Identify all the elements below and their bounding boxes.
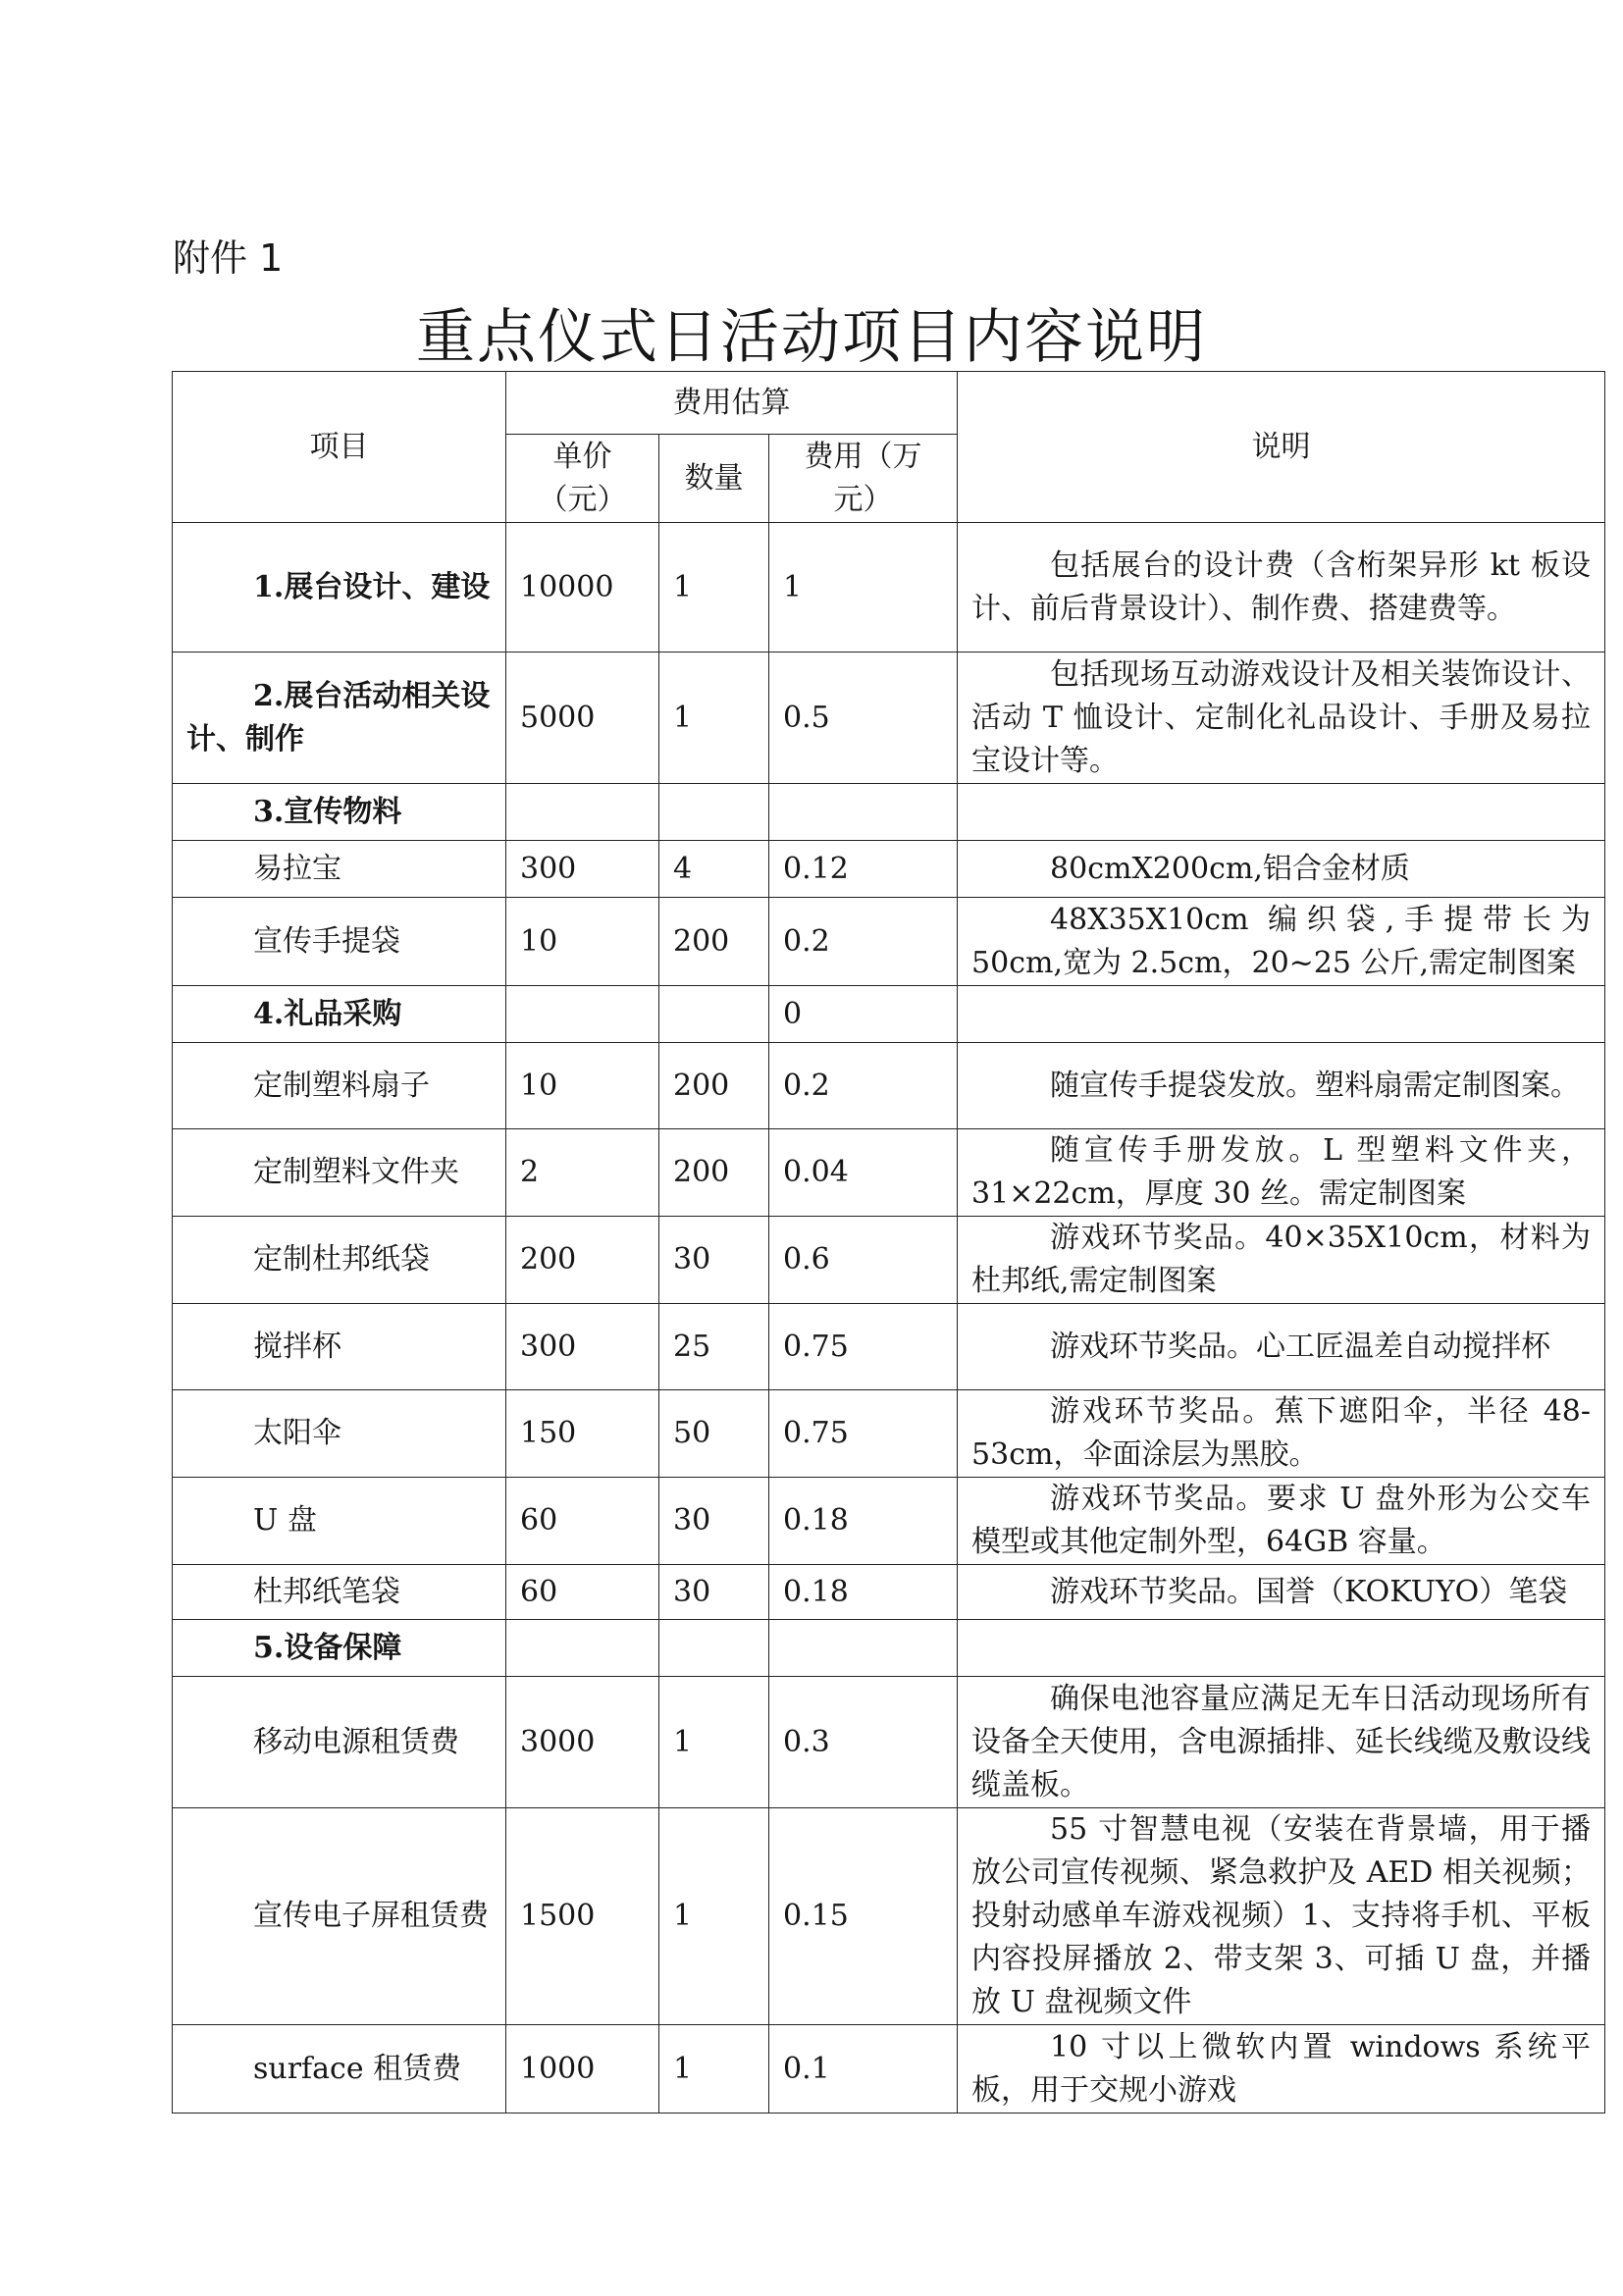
row-price: 300	[506, 841, 659, 898]
row-price: 150	[506, 1390, 659, 1478]
row-qty: 30	[659, 1217, 769, 1304]
row-item: 宣传手提袋	[173, 898, 506, 986]
row-cost: 0.5	[769, 652, 958, 784]
row-qty: 50	[659, 1390, 769, 1478]
row-desc	[958, 1620, 1605, 1677]
attachment-label: 附件 1	[173, 236, 284, 280]
row-qty	[659, 1620, 769, 1677]
row-item: 定制塑料扇子	[173, 1043, 506, 1129]
header-item: 项目	[173, 372, 506, 523]
row-desc: 10 寸以上微软内置 windows 系统平板，用于交规小游戏	[958, 2025, 1605, 2113]
row-desc: 游戏环节奖品。国誉（KOKUYO）笔袋	[958, 1565, 1605, 1620]
row-qty: 200	[659, 898, 769, 986]
row-item: 移动电源租赁费	[173, 1677, 506, 1808]
row-price	[506, 784, 659, 841]
row-item: 1.展台设计、建设	[173, 523, 506, 652]
row-cost: 0.3	[769, 1677, 958, 1808]
row-cost: 1	[769, 523, 958, 652]
row-item: 5.设备保障	[173, 1620, 506, 1677]
row-qty: 1	[659, 652, 769, 784]
table-row	[173, 1390, 1605, 1478]
row-item: 3.宣传物料	[173, 784, 506, 841]
row-item: 2.展台活动相关设计、制作	[173, 652, 506, 784]
row-cost: 0	[769, 986, 958, 1043]
cost-table	[172, 371, 1605, 2113]
row-qty: 1	[659, 1808, 769, 2025]
table-row	[173, 1565, 1605, 1620]
document-title: 重点仪式日活动项目内容说明	[416, 303, 1207, 372]
row-desc: 80cmX200cm,铝合金材质	[958, 841, 1605, 898]
table-row	[173, 1620, 1605, 1677]
header-quantity: 数量	[659, 435, 769, 523]
row-desc: 55 寸智慧电视（安装在背景墙，用于播放公司宣传视频、紧急救护及 AED 相关视频；投射动感单车游戏视频）1、支持将手机、平板内容投屏播放 2、带支架 3、可插 U 盘，并播放 U 盘视频文件	[958, 1808, 1605, 2025]
row-desc	[958, 986, 1605, 1043]
row-price	[506, 1620, 659, 1677]
header-cost: 费用（万元）	[769, 435, 958, 523]
row-price	[506, 986, 659, 1043]
table-row	[173, 1808, 1605, 2025]
row-price: 2	[506, 1129, 659, 1217]
row-desc: 确保电池容量应满足无车日活动现场所有设备全天使用，含电源插排、延长线缆及敷设线缆盖板。	[958, 1677, 1605, 1808]
row-desc: 游戏环节奖品。心工匠温差自动搅拌杯	[958, 1304, 1605, 1390]
row-cost: 0.15	[769, 1808, 958, 2025]
row-cost: 0.2	[769, 1043, 958, 1129]
row-item: surface 租赁费	[173, 2025, 506, 2113]
row-qty: 30	[659, 1565, 769, 1620]
row-desc: 游戏环节奖品。要求 U 盘外形为公交车模型或其他定制外型，64GB 容量。	[958, 1478, 1605, 1565]
row-price: 60	[506, 1565, 659, 1620]
row-desc: 包括展台的设计费（含桁架异形 kt 板设计、前后背景设计）、制作费、搭建费等。	[958, 523, 1605, 652]
table-row	[173, 523, 1605, 652]
row-item: 太阳伞	[173, 1390, 506, 1478]
row-price: 10000	[506, 523, 659, 652]
table-row	[173, 1677, 1605, 1808]
row-item: 易拉宝	[173, 841, 506, 898]
row-desc: 游戏环节奖品。40×35X10cm，材料为杜邦纸,需定制图案	[958, 1217, 1605, 1304]
table-row	[173, 1129, 1605, 1217]
row-item: 4.礼品采购	[173, 986, 506, 1043]
table-row	[173, 652, 1605, 784]
row-price: 60	[506, 1478, 659, 1565]
table-row	[173, 841, 1605, 898]
table-row	[173, 784, 1605, 841]
row-cost: 0.12	[769, 841, 958, 898]
row-item: 定制塑料文件夹	[173, 1129, 506, 1217]
row-item: 定制杜邦纸袋	[173, 1217, 506, 1304]
table-row	[173, 898, 1605, 986]
row-price: 10	[506, 1043, 659, 1129]
row-price: 200	[506, 1217, 659, 1304]
row-cost: 0.18	[769, 1565, 958, 1620]
row-cost: 0.2	[769, 898, 958, 986]
table-row	[173, 1043, 1605, 1129]
header-description: 说明	[958, 372, 1605, 523]
row-cost: 0.04	[769, 1129, 958, 1217]
row-qty: 30	[659, 1478, 769, 1565]
row-price: 10	[506, 898, 659, 986]
row-qty: 4	[659, 841, 769, 898]
row-price: 3000	[506, 1677, 659, 1808]
row-qty: 1	[659, 2025, 769, 2113]
row-cost: 0.75	[769, 1304, 958, 1390]
table-row	[173, 1304, 1605, 1390]
row-item: U 盘	[173, 1478, 506, 1565]
row-desc	[958, 784, 1605, 841]
table-row	[173, 2025, 1605, 2113]
row-price: 1500	[506, 1808, 659, 2025]
row-item: 宣传电子屏租赁费	[173, 1808, 506, 2025]
row-qty: 200	[659, 1129, 769, 1217]
row-desc: 包括现场互动游戏设计及相关装饰设计、活动 T 恤设计、定制化礼品设计、手册及易拉宝设计等。	[958, 652, 1605, 784]
row-cost	[769, 784, 958, 841]
table-row	[173, 986, 1605, 1043]
row-cost: 0.18	[769, 1478, 958, 1565]
row-price: 1000	[506, 2025, 659, 2113]
row-qty: 200	[659, 1043, 769, 1129]
row-desc: 随宣传手提袋发放。塑料扇需定制图案。	[958, 1043, 1605, 1129]
row-qty	[659, 986, 769, 1043]
row-desc: 48X35X10cm 编织袋,手提带长为 50cm,宽为 2.5cm，20~25 公斤,需定制图案	[958, 898, 1605, 986]
header-unit-price: 单价（元）	[506, 435, 659, 523]
row-qty	[659, 784, 769, 841]
header-cost-estimate: 费用估算	[506, 372, 958, 435]
row-desc: 游戏环节奖品。蕉下遮阳伞，半径 48-53cm，伞面涂层为黑胶。	[958, 1390, 1605, 1478]
row-cost: 0.6	[769, 1217, 958, 1304]
row-qty: 1	[659, 523, 769, 652]
row-price: 300	[506, 1304, 659, 1390]
row-qty: 1	[659, 1677, 769, 1808]
table-row	[173, 1478, 1605, 1565]
row-cost	[769, 1620, 958, 1677]
row-item: 搅拌杯	[173, 1304, 506, 1390]
row-price: 5000	[506, 652, 659, 784]
row-qty: 25	[659, 1304, 769, 1390]
table-row	[173, 1217, 1605, 1304]
row-cost: 0.75	[769, 1390, 958, 1478]
row-item: 杜邦纸笔袋	[173, 1565, 506, 1620]
row-desc: 随宣传手册发放。L 型塑料文件夹，31×22cm，厚度 30 丝。需定制图案	[958, 1129, 1605, 1217]
row-cost: 0.1	[769, 2025, 958, 2113]
